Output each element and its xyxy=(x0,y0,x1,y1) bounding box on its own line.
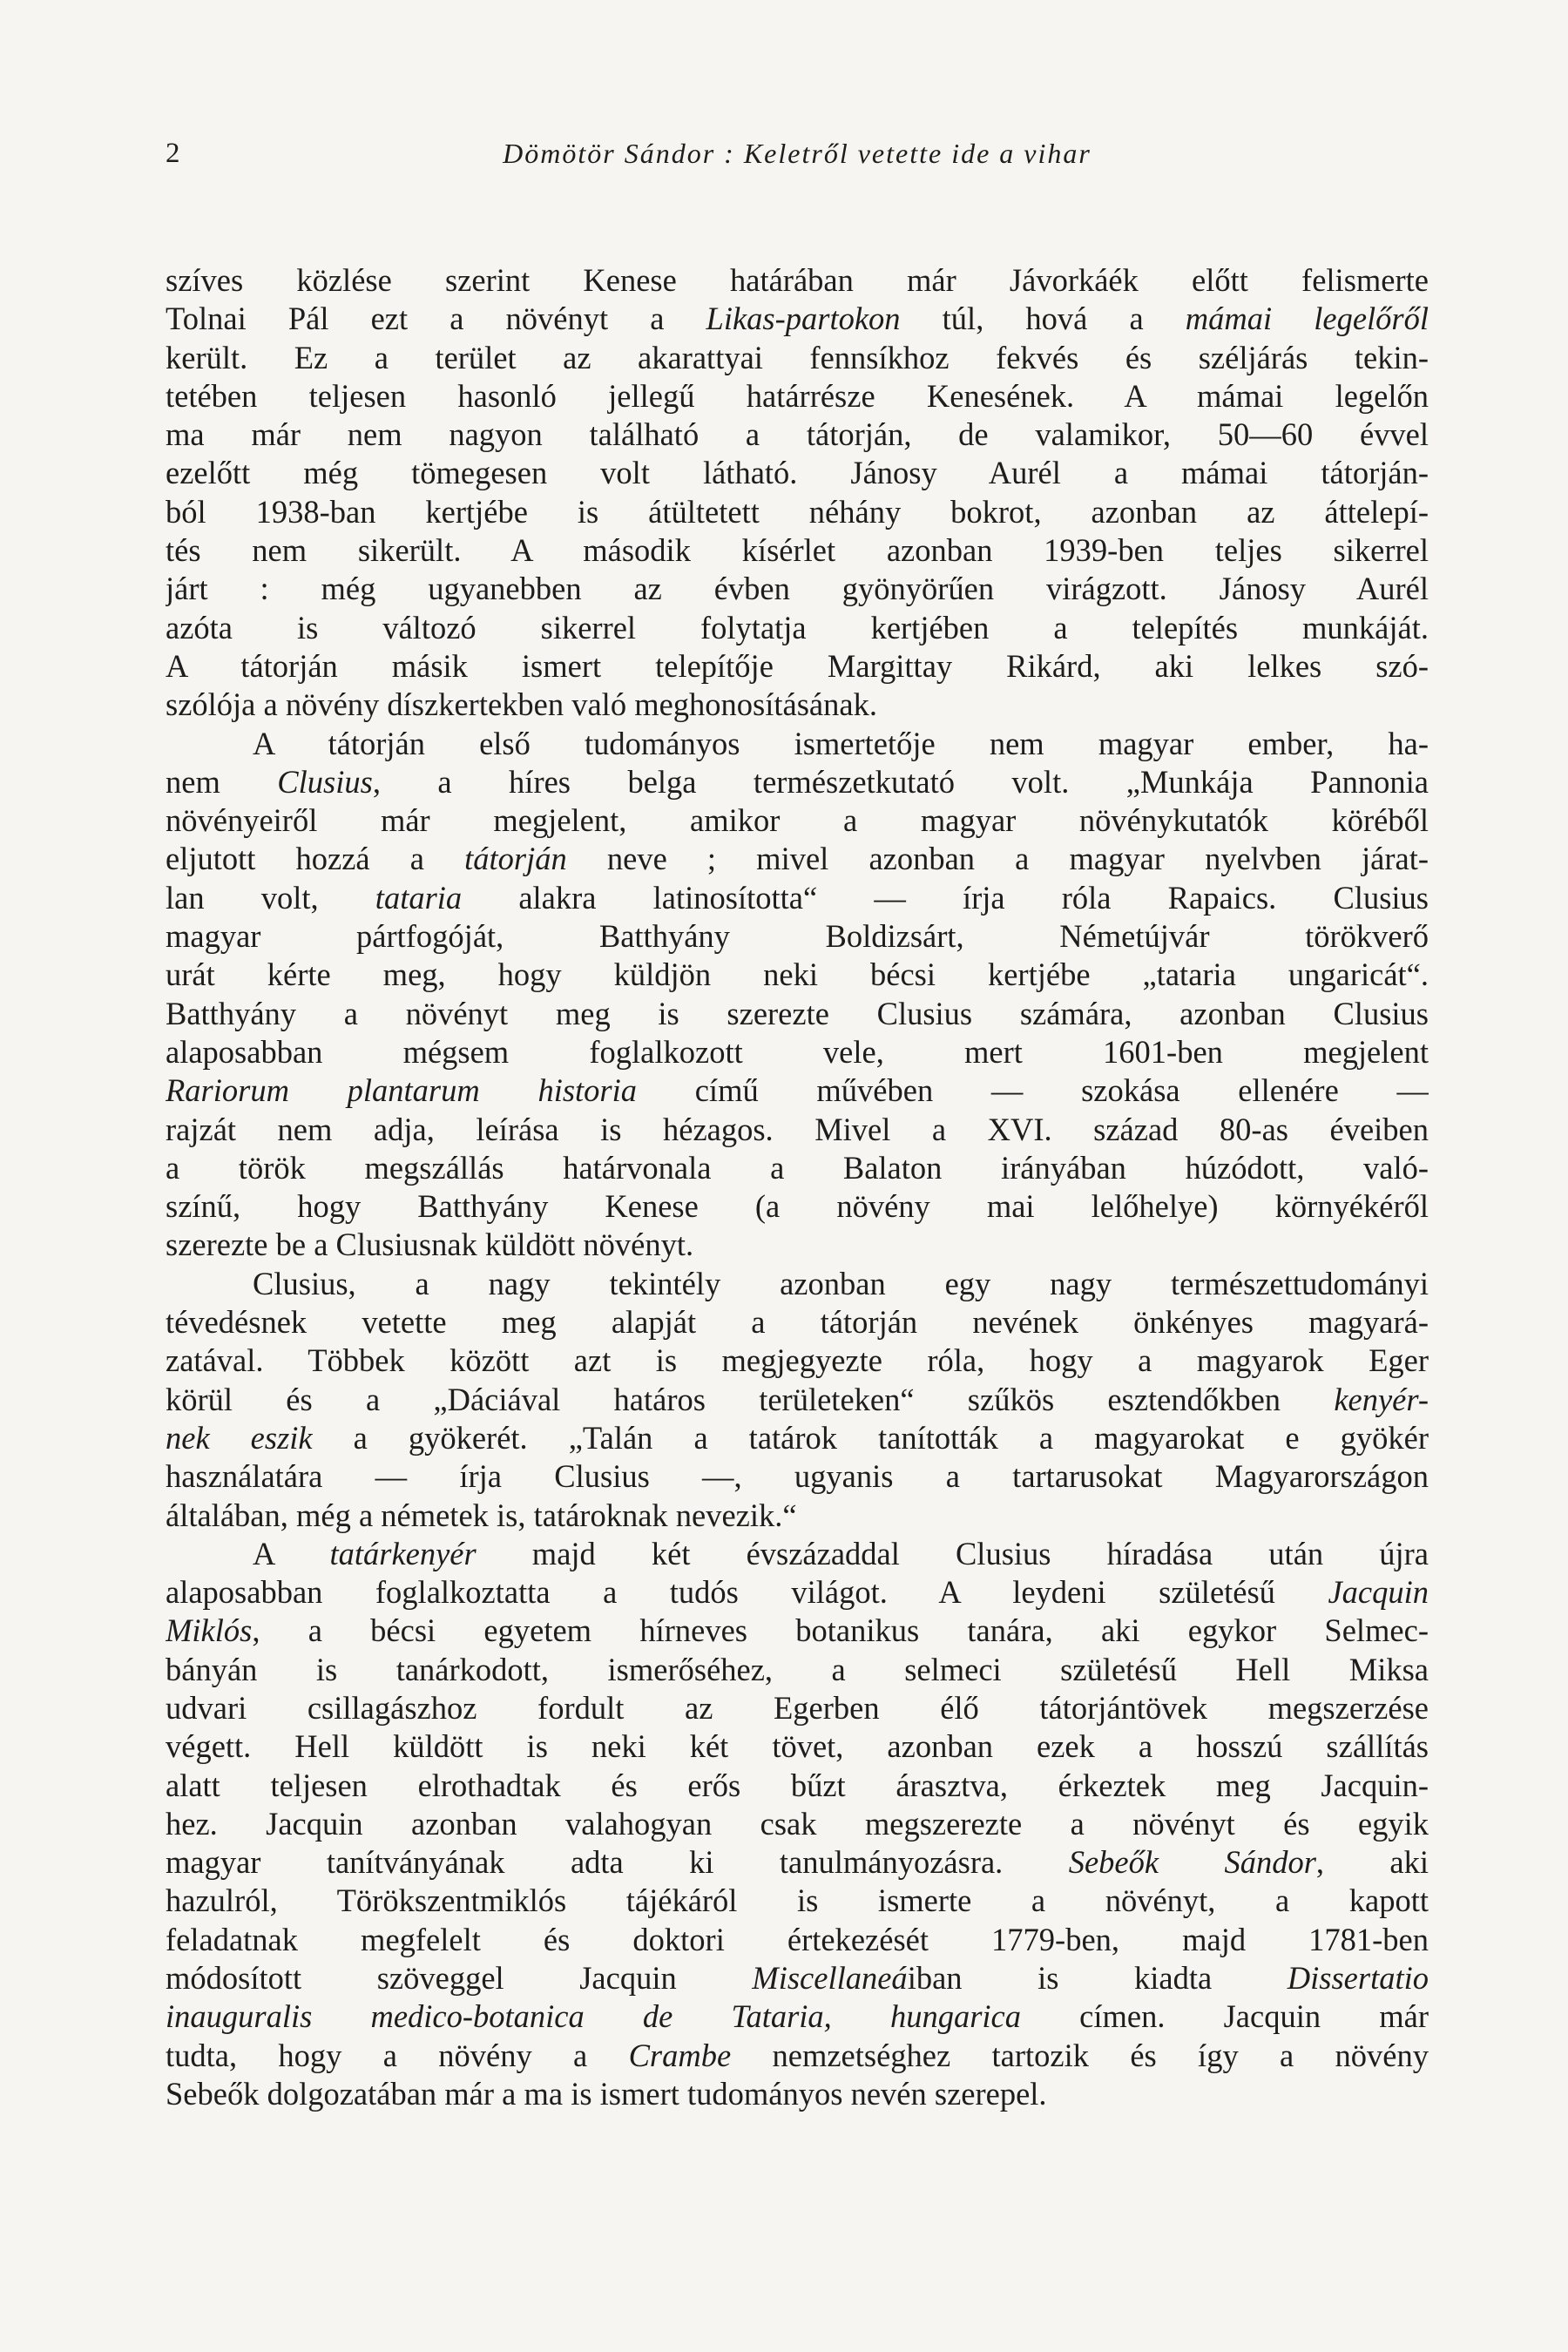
text-segment: a török megszállás határvonala a Balaton irányában húzódott, való- xyxy=(166,1149,1429,1186)
text-segment: növényeiről már megjelent, amikor a magyar növénykutatók köréből xyxy=(166,802,1429,839)
text-line xyxy=(166,1651,1429,1689)
text-segment: színű, hogy Batthyány Kenese (a növény mai lelőhelye) környékéről xyxy=(166,1188,1429,1225)
text-segment: tévedésnek vetette meg alapját a tátorján nevének önkényes magyará- xyxy=(166,1304,1429,1341)
text-line xyxy=(166,1381,1429,1419)
text-line xyxy=(166,1071,1429,1110)
text-segment: került. Ez a terület az akarattyai fennsíkhoz fekvés és széljárás tekin- xyxy=(166,339,1429,375)
text-line xyxy=(166,1959,1429,1997)
text-line xyxy=(166,647,1429,686)
text-line xyxy=(166,1997,1429,2036)
text-line xyxy=(166,879,1429,917)
text-segment: címen. Jacquin már xyxy=(1021,1998,1429,2035)
text-segment: túl, hová a xyxy=(900,301,1186,337)
text-line xyxy=(166,1497,1429,1535)
text-segment: rajzát nem adja, leírása is hézagos. Mivel a XVI. század 80-as éveiben xyxy=(166,1111,1429,1147)
text-line xyxy=(166,454,1429,492)
text-line xyxy=(166,1727,1429,1766)
italic-text: Likas-partokon xyxy=(706,301,901,337)
text-segment: magyar pártfogóját, Batthyány Boldizsárt, Németújvár törökverő xyxy=(166,918,1429,955)
text-line xyxy=(166,1187,1429,1226)
body-text xyxy=(166,261,1429,2113)
text-line xyxy=(166,377,1429,416)
text-line xyxy=(166,493,1429,531)
text-line xyxy=(166,1457,1429,1496)
text-segment: szólója a növény díszkertekben való meghonosításának. xyxy=(166,686,877,723)
text-segment: azóta is változó sikerrel folytatja kertjében a telepítés munkáját. xyxy=(166,609,1429,645)
text-line xyxy=(166,1805,1429,1843)
text-line xyxy=(166,840,1429,878)
italic-text: nek eszik xyxy=(166,1419,313,1456)
text-segment: , a híres belga természetkutató volt. „Munkája Pannonia xyxy=(372,763,1429,800)
paragraph xyxy=(166,725,1429,1265)
text-segment: lan volt, xyxy=(166,879,375,916)
text-line xyxy=(166,1149,1429,1187)
text-segment: hez. Jacquin azonban valahogyan csak megszerezte a növényt és egyik xyxy=(166,1805,1429,1842)
italic-text: Crambe xyxy=(628,2037,732,2073)
text-segment: járt : még ugyanebben az évben gyönyörűen virágzott. Jánosy Aurél xyxy=(166,571,1429,607)
text-line xyxy=(166,1033,1429,1071)
text-segment: A tátorján első tudományos ismertetője nem magyar ember, ha- xyxy=(253,725,1429,761)
text-segment: A tátorján másik ismert telepítője Margittay Rikárd, aki lelkes szó- xyxy=(166,647,1429,684)
text-segment: ezelőtt még tömegesen volt látható. Jánosy Aurél a mámai tátorján- xyxy=(166,455,1429,491)
text-segment: iban is kiadta xyxy=(907,1960,1288,1997)
text-line xyxy=(166,1689,1429,1727)
text-line xyxy=(166,416,1429,454)
text-segment: ból 1938-ban kertjébe is átültetett néhány bokrot, azonban az áttelepí- xyxy=(166,493,1429,530)
text-segment: Tolnai Pál ezt a növényt a xyxy=(166,301,706,337)
text-segment: körül és a „Dáciával határos területeken“ szűkös esztendőkben xyxy=(166,1381,1335,1417)
text-line xyxy=(166,531,1429,570)
text-segment: Sebeők dolgozatában már a ma is ismert tudományos nevén szerepel. xyxy=(166,2075,1047,2112)
running-head: Dömötör Sándor : Keletről vetette ide a vihar xyxy=(503,138,1092,169)
text-line xyxy=(166,1612,1429,1650)
text-segment: című művében — szokása ellenére — xyxy=(637,1072,1429,1109)
text-line xyxy=(166,570,1429,608)
text-segment: ma már nem nagyon található a tátorján, de valamikor, 50—60 évvel xyxy=(166,416,1429,453)
text-segment: neve ; mivel azonban a magyar nyelvben járat- xyxy=(566,841,1429,877)
text-segment: a gyökerét. „Talán a tatárok tanították a magyarokat e gyökér xyxy=(312,1419,1429,1456)
text-segment: módosított szöveggel Jacquin xyxy=(166,1960,753,1997)
text-line xyxy=(166,1921,1429,1959)
text-segment: általában, még a németek is, tatároknak nevezik.“ xyxy=(166,1497,797,1533)
text-segment: szerezte be a Clusiusnak küldött növényt. xyxy=(166,1227,694,1263)
text-segment: tudta, hogy a növény a xyxy=(166,2037,629,2073)
text-segment: Batthyány a növényt meg is szerezte Clusius számára, azonban Clusius xyxy=(166,995,1429,1031)
text-segment: tés nem sikerült. A második kísérlet azonban 1939-ben teljes sikerrel xyxy=(166,532,1429,569)
text-line xyxy=(166,2037,1429,2075)
paragraph xyxy=(166,1535,1429,2113)
text-segment: alaposabban mégsem foglalkozott vele, mert 1601-ben megjelent xyxy=(166,1033,1429,1070)
text-segment: hazulról, Törökszentmiklós tájékáról is ismerte a növényt, a kapott xyxy=(166,1882,1429,1919)
text-line xyxy=(166,339,1429,377)
text-line xyxy=(166,609,1429,647)
italic-text: kenyér- xyxy=(1334,1381,1429,1417)
text-line xyxy=(166,1573,1429,1612)
text-line xyxy=(166,995,1429,1033)
text-line xyxy=(166,1767,1429,1805)
text-segment: , aki xyxy=(1315,1844,1429,1881)
text-line xyxy=(166,1419,1429,1457)
page-number: 2 xyxy=(166,138,181,169)
text-segment: szíves közlése szerint Kenese határában már Jávorkáék előtt felismerte xyxy=(166,262,1429,298)
text-line xyxy=(166,261,1429,300)
text-line xyxy=(166,1303,1429,1342)
text-line xyxy=(166,1226,1429,1264)
paragraph xyxy=(166,1265,1429,1535)
italic-text: Rariorum plantarum historia xyxy=(166,1072,638,1109)
text-line xyxy=(166,763,1429,801)
text-segment: alatt teljesen elrothadtak és erős bűzt árasztva, érkeztek meg Jacquin- xyxy=(166,1767,1429,1803)
italic-text: inauguralis medico-botanica de Tataria, hungarica xyxy=(166,1998,1021,2035)
page-header xyxy=(166,131,1429,192)
text-segment: alakra latinosította“ — írja róla Rapaics. Clusius xyxy=(462,879,1429,916)
text-line xyxy=(166,1265,1429,1303)
text-segment: használatára — írja Clusius —, ugyanis a tartarusokat Magyarországon xyxy=(166,1458,1429,1495)
text-line xyxy=(166,1843,1429,1882)
text-segment: bányán is tanárkodott, ismerőséhez, a selmeci születésű Hell Miksa xyxy=(166,1651,1429,1687)
text-segment: magyar tanítványának adta ki tanulmányozásra. xyxy=(166,1844,1069,1881)
italic-text: Sebeők Sándor xyxy=(1068,1844,1316,1881)
text-line xyxy=(166,801,1429,840)
paragraph xyxy=(166,261,1429,725)
text-segment: eljutott hozzá a xyxy=(166,841,465,877)
text-segment: feladatnak megfelelt és doktori értekezését 1779-ben, majd 1781-ben xyxy=(166,1921,1429,1957)
italic-text: Miscellaneá xyxy=(752,1960,908,1997)
text-line xyxy=(166,1342,1429,1380)
text-segment: végett. Hell küldött is neki két tövet, azonban ezek a hosszú szállítás xyxy=(166,1728,1429,1765)
text-segment: , a bécsi egyetem hírneves botanikus tanára, aki egykor Selmec- xyxy=(252,1612,1429,1649)
text-segment: nemzetséghez tartozik és így a növény xyxy=(731,2037,1429,2073)
text-segment: majd két évszázaddal Clusius híradása után újra xyxy=(476,1535,1429,1571)
text-line xyxy=(166,1882,1429,1920)
text-line xyxy=(166,686,1429,724)
text-segment: urát kérte meg, hogy küldjön neki bécsi kertjébe „tataria ungaricát“. xyxy=(166,956,1429,993)
text-line xyxy=(166,917,1429,956)
italic-text: mámai legelőről xyxy=(1185,301,1429,337)
text-segment: zatával. Többek között azt is megjegyezte róla, hogy a magyarok Eger xyxy=(166,1342,1429,1379)
italic-text: tatárkenyér xyxy=(329,1535,476,1571)
text-line xyxy=(166,1535,1429,1573)
italic-text: Miklós xyxy=(166,1612,253,1649)
text-segment: alaposabban foglalkoztatta a tudós világot. A leydeni születésű xyxy=(166,1574,1328,1611)
text-line xyxy=(166,2075,1429,2113)
italic-text: Dissertatio xyxy=(1287,1960,1429,1997)
text-segment: tetében teljesen hasonló jellegű határrésze Kenesének. A mámai legelőn xyxy=(166,377,1429,414)
text-line xyxy=(166,956,1429,994)
italic-text: Clusius xyxy=(277,763,373,800)
text-segment: nem xyxy=(166,763,278,800)
text-line xyxy=(166,725,1429,763)
text-segment: udvari csillagászhoz fordult az Egerben élő tátorjántövek megszerzése xyxy=(166,1689,1429,1726)
text-line xyxy=(166,1111,1429,1149)
italic-text: tátorján xyxy=(464,841,567,877)
italic-text: tataria xyxy=(375,879,463,916)
italic-text: Jacquin xyxy=(1328,1574,1429,1611)
text-segment: A xyxy=(253,1535,330,1571)
text-segment: Clusius, a nagy tekintély azonban egy nagy természettudományi xyxy=(253,1265,1429,1301)
text-line xyxy=(166,300,1429,338)
